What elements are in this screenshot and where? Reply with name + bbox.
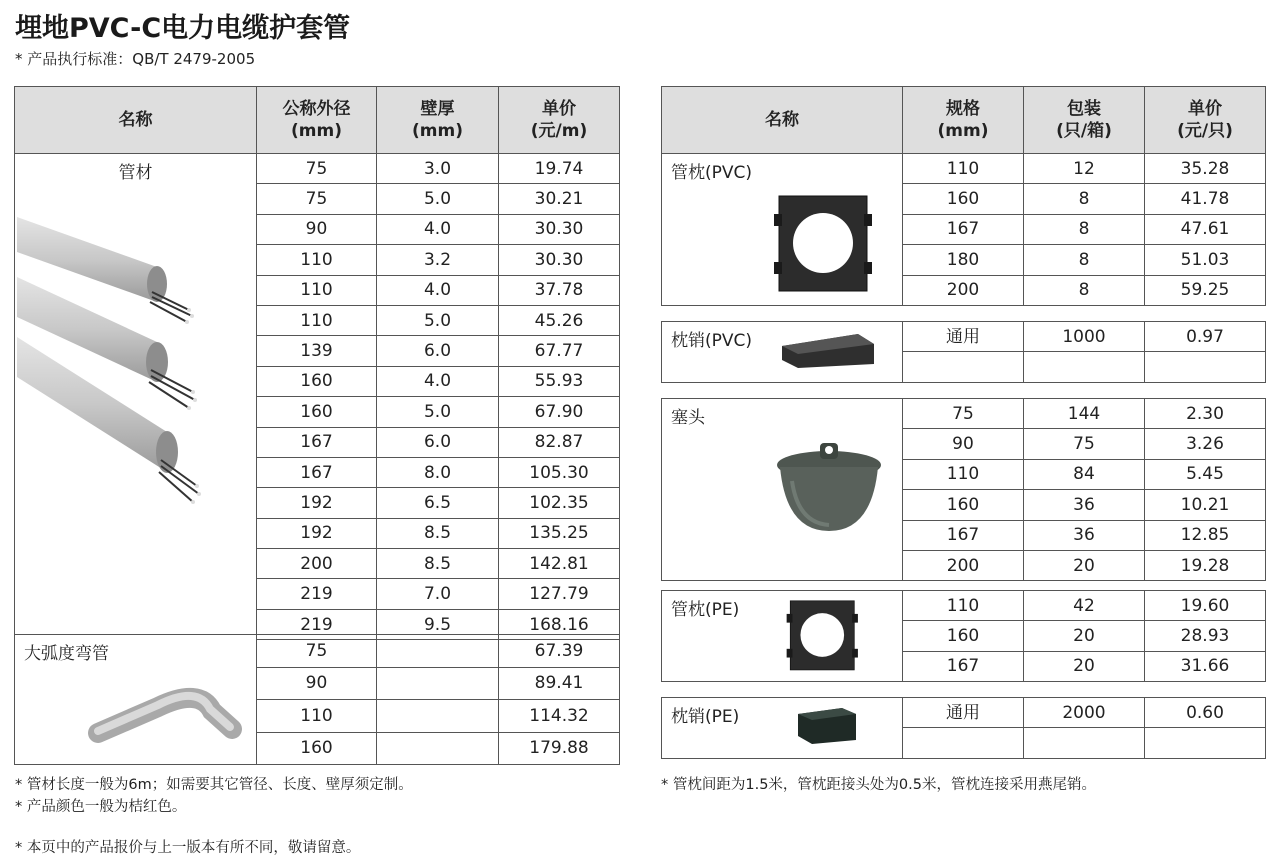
price-cell: 67.90: [499, 397, 620, 427]
mid-cell: 1000: [1024, 322, 1145, 352]
price-cell: 28.93: [1145, 621, 1266, 651]
spec-cell: 110: [257, 245, 377, 275]
price-cell: 3.26: [1145, 429, 1266, 459]
spec-cell: 75: [903, 399, 1024, 429]
spec-cell: [903, 352, 1024, 382]
spec-cell: [903, 728, 1024, 758]
price-cell: 67.39: [499, 635, 620, 668]
mid-cell: [377, 667, 499, 700]
product-name-cell: [662, 154, 903, 306]
spec-cell: 75: [257, 184, 377, 214]
spec-cell: 75: [257, 154, 377, 184]
table-row: [15, 635, 620, 668]
header-price: 单价 (元/m): [499, 87, 620, 154]
mid-cell: 8: [1024, 245, 1145, 275]
spec-cell: 110: [903, 591, 1024, 621]
header-wall: 壁厚 (mm): [377, 87, 499, 154]
note-color: * 产品颜色一般为桔红色。: [15, 799, 187, 815]
mid-cell: 8: [1024, 184, 1145, 214]
price-cell: 67.77: [499, 336, 620, 366]
product-name: 塞头: [671, 408, 705, 428]
product-name-cell: [15, 635, 257, 765]
price-cell: 114.32: [499, 700, 620, 733]
spec-cell: 160: [257, 366, 377, 396]
header-name: 名称: [15, 87, 257, 154]
mid-cell: [377, 635, 499, 668]
mid-cell: 9.5: [377, 609, 499, 639]
mid-cell: 5.0: [377, 305, 499, 335]
price-cell: 59.25: [1145, 275, 1266, 305]
table-row: [662, 322, 1266, 352]
mid-cell: 5.0: [377, 184, 499, 214]
mid-cell: 6.5: [377, 488, 499, 518]
pipe-saddle-icon: [774, 188, 874, 298]
mid-cell: 75: [1024, 429, 1145, 459]
right-group-table: [661, 697, 1266, 759]
price-cell: 12.85: [1145, 520, 1266, 550]
mid-cell: 3.0: [377, 154, 499, 184]
table-row: [662, 154, 1266, 184]
mid-cell: [1024, 728, 1145, 758]
spec-cell: 219: [257, 579, 377, 609]
right-group-table: [661, 153, 1266, 306]
product-name-cell: [662, 322, 903, 383]
spec-cell: 90: [257, 667, 377, 700]
spec-cell: 160: [257, 397, 377, 427]
price-cell: 19.60: [1145, 591, 1266, 621]
mid-cell: 36: [1024, 520, 1145, 550]
spec-cell: 192: [257, 488, 377, 518]
price-cell: 37.78: [499, 275, 620, 305]
saddle-pin-pe-icon: [792, 704, 862, 746]
price-cell: 41.78: [1145, 184, 1266, 214]
mid-cell: 20: [1024, 621, 1145, 651]
table-row: [662, 698, 1266, 728]
price-cell: 2.30: [1145, 399, 1266, 429]
spec-cell: 通用: [903, 698, 1024, 728]
spec-cell: 90: [257, 214, 377, 244]
spec-cell: 180: [903, 245, 1024, 275]
header-name: 名称: [662, 87, 903, 154]
mid-cell: [377, 732, 499, 765]
pipe-saddle-icon: [778, 595, 868, 675]
price-cell: 102.35: [499, 488, 620, 518]
price-cell: 35.28: [1145, 154, 1266, 184]
table-row: [662, 591, 1266, 621]
price-cell: 51.03: [1145, 245, 1266, 275]
bend-table: [14, 634, 620, 765]
bend-pipe-icon: [88, 665, 248, 745]
price-cell: 168.16: [499, 609, 620, 639]
table-row: [662, 399, 1266, 429]
end-cap-icon: [774, 441, 884, 536]
price-cell: 0.60: [1145, 698, 1266, 728]
page-title: 埋地PVC-C电力电缆护套管: [15, 13, 351, 44]
header-spec: 规格 (mm): [903, 87, 1024, 154]
mid-cell: 5.0: [377, 397, 499, 427]
price-cell: 31.66: [1145, 651, 1266, 681]
mid-cell: 4.0: [377, 366, 499, 396]
product-name: 枕销(PE): [671, 707, 740, 727]
price-cell: 19.74: [499, 154, 620, 184]
spec-cell: 192: [257, 518, 377, 548]
spec-cell: 160: [903, 621, 1024, 651]
pvc-pipe-icon: [17, 202, 227, 562]
header-unit-price: 单价 (元/只): [1145, 87, 1266, 154]
price-cell: [1145, 352, 1266, 382]
price-cell: 105.30: [499, 457, 620, 487]
price-cell: 0.97: [1145, 322, 1266, 352]
mid-cell: [1024, 352, 1145, 382]
mid-cell: 6.0: [377, 336, 499, 366]
right-group-table: [661, 398, 1266, 581]
saddle-pin-icon: [778, 326, 878, 371]
mid-cell: 12: [1024, 154, 1145, 184]
header-diameter: 公称外径 (mm): [257, 87, 377, 154]
mid-cell: 36: [1024, 490, 1145, 520]
mid-cell: 8.5: [377, 518, 499, 548]
product-name: 管枕(PE): [671, 600, 740, 620]
price-cell: 47.61: [1145, 214, 1266, 244]
right-table-header: [661, 86, 1266, 154]
mid-cell: 20: [1024, 550, 1145, 580]
mid-cell: 4.0: [377, 275, 499, 305]
product-name-cell: [662, 698, 903, 759]
spec-cell: 90: [903, 429, 1024, 459]
right-group-table: [661, 321, 1266, 383]
spec-cell: 167: [903, 651, 1024, 681]
product-name-cell: [15, 154, 257, 640]
spec-cell: 167: [257, 457, 377, 487]
mid-cell: 7.0: [377, 579, 499, 609]
spec-cell: 219: [257, 609, 377, 639]
table-row: [15, 154, 620, 184]
spec-cell: 110: [257, 275, 377, 305]
mid-cell: 8: [1024, 214, 1145, 244]
right-group-table: [661, 590, 1266, 682]
mid-cell: 3.2: [377, 245, 499, 275]
price-cell: 19.28: [1145, 550, 1266, 580]
price-cell: [1145, 728, 1266, 758]
price-cell: 5.45: [1145, 459, 1266, 489]
price-cell: 10.21: [1145, 490, 1266, 520]
product-name: 管材: [118, 163, 153, 183]
standard-note: * 产品执行标准：QB/T 2479-2005: [15, 50, 256, 68]
spec-cell: 110: [903, 459, 1024, 489]
mid-cell: 42: [1024, 591, 1145, 621]
pipe-table: [14, 153, 620, 640]
left-table-header: [14, 86, 620, 154]
price-cell: 135.25: [499, 518, 620, 548]
product-name: 枕销(PVC): [671, 331, 753, 351]
spec-cell: 110: [257, 700, 377, 733]
product-name-cell: [662, 591, 903, 682]
spec-cell: 167: [903, 214, 1024, 244]
spec-cell: 200: [903, 275, 1024, 305]
mid-cell: 2000: [1024, 698, 1145, 728]
mid-cell: 84: [1024, 459, 1145, 489]
spec-cell: 167: [257, 427, 377, 457]
mid-cell: 20: [1024, 651, 1145, 681]
price-cell: 30.21: [499, 184, 620, 214]
product-name: 管枕(PVC): [671, 163, 753, 183]
spec-cell: 通用: [903, 322, 1024, 352]
spec-cell: 160: [903, 184, 1024, 214]
mid-cell: 8: [1024, 275, 1145, 305]
mid-cell: 144: [1024, 399, 1145, 429]
note-price-change: * 本页中的产品报价与上一版本有所不同，敬请留意。: [15, 840, 361, 856]
price-cell: 82.87: [499, 427, 620, 457]
spec-cell: 160: [903, 490, 1024, 520]
spec-cell: 167: [903, 520, 1024, 550]
spec-cell: 110: [903, 154, 1024, 184]
price-cell: 30.30: [499, 214, 620, 244]
spec-cell: 200: [257, 549, 377, 579]
price-cell: 55.93: [499, 366, 620, 396]
mid-cell: 8.0: [377, 457, 499, 487]
price-cell: 30.30: [499, 245, 620, 275]
mid-cell: 4.0: [377, 214, 499, 244]
price-cell: 45.26: [499, 305, 620, 335]
price-cell: 142.81: [499, 549, 620, 579]
mid-cell: [377, 700, 499, 733]
product-name: 大弧度弯管: [24, 644, 109, 664]
spec-cell: 110: [257, 305, 377, 335]
note-spacing: * 管枕间距为1.5米，管枕距接头处为0.5米，管枕连接采用燕尾销。: [661, 777, 1096, 793]
note-length: * 管材长度一般为6m；如需要其它管径、长度、壁厚须定制。: [15, 777, 413, 793]
spec-cell: 160: [257, 732, 377, 765]
header-packing: 包装 (只/箱): [1024, 87, 1145, 154]
spec-cell: 75: [257, 635, 377, 668]
price-cell: 179.88: [499, 732, 620, 765]
price-cell: 89.41: [499, 667, 620, 700]
mid-cell: 6.0: [377, 427, 499, 457]
price-cell: 127.79: [499, 579, 620, 609]
spec-cell: 200: [903, 550, 1024, 580]
spec-cell: 139: [257, 336, 377, 366]
product-name-cell: [662, 399, 903, 581]
mid-cell: 8.5: [377, 549, 499, 579]
